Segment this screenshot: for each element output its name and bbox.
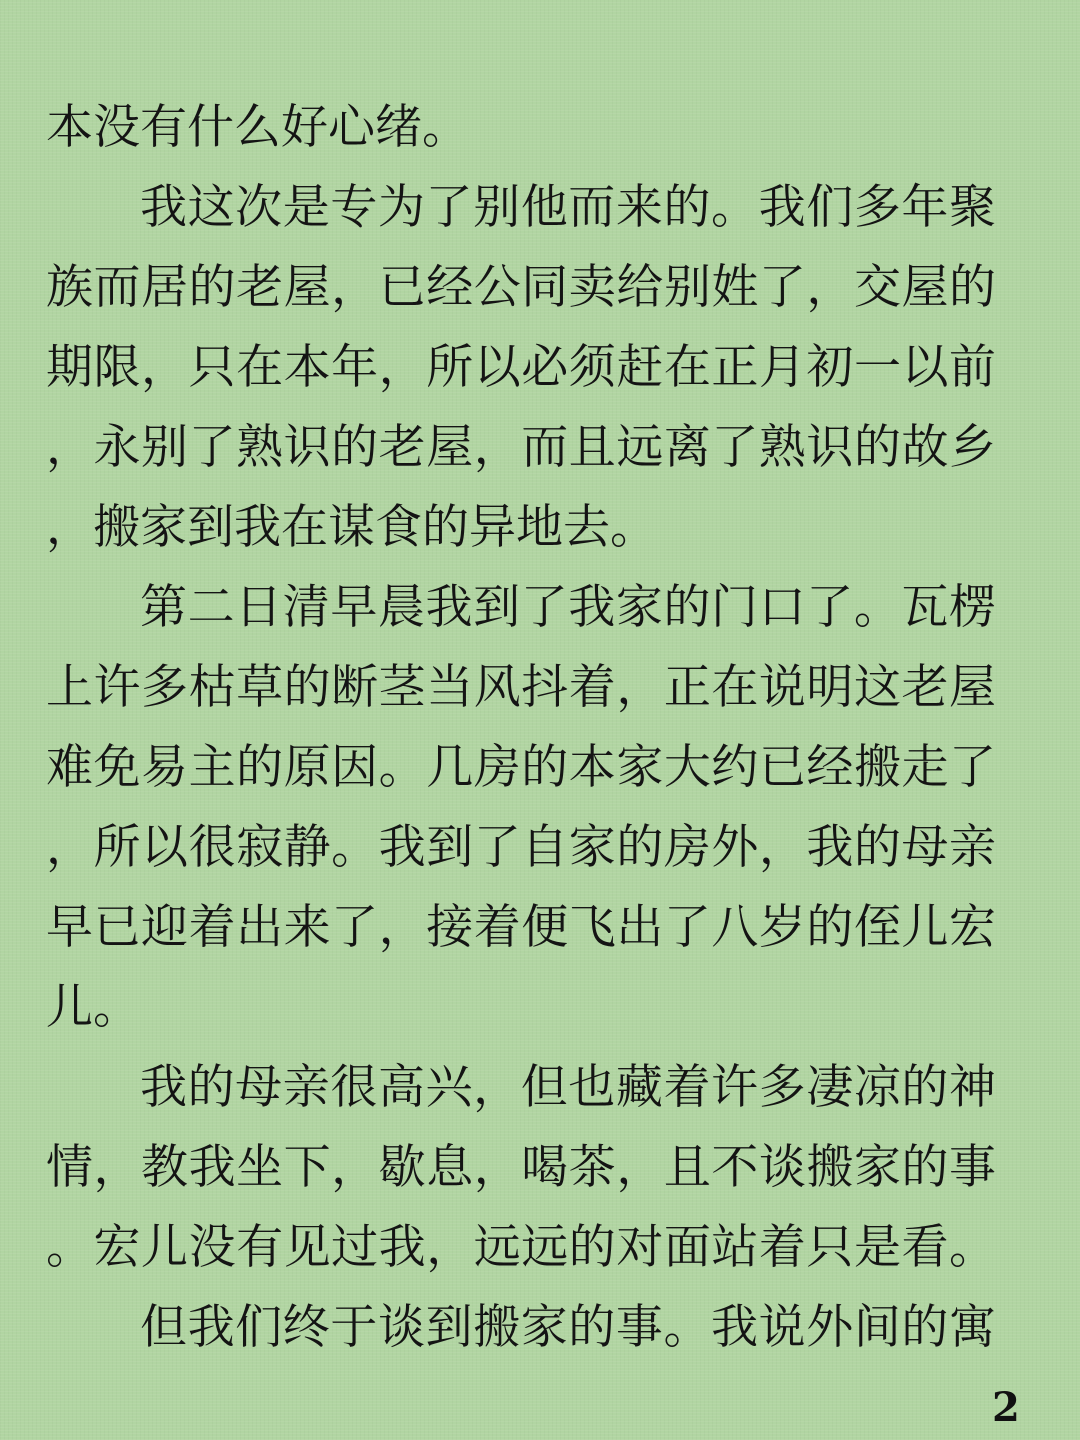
text-line-8: 上许多枯草的断茎当风抖着，正在说明这老屋	[46, 660, 996, 715]
text-line-11: 早已迎着出来了，接着便飞出了八岁的侄儿宏	[46, 900, 996, 955]
text-line-7: 第二日清早晨我到了我家的门口了。瓦楞	[140, 580, 996, 635]
text-line-6: ，搬家到我在谋食的异地去。	[46, 500, 657, 555]
page-number: 2	[992, 1384, 1020, 1431]
text-line-1: 本没有什么好心绪。	[46, 100, 469, 155]
text-line-9: 难免易主的原因。几房的本家大约已经搬走了	[46, 740, 996, 795]
text-line-4: 期限，只在本年，所以必须赶在正月初一以前	[46, 340, 996, 395]
text-line-3: 族而居的老屋，已经公同卖给别姓了，交屋的	[46, 260, 996, 315]
text-line-16: 但我们终于谈到搬家的事。我说外间的寓	[140, 1300, 996, 1355]
text-line-2: 我这次是专为了别他而来的。我们多年聚	[140, 180, 996, 235]
text-line-15: 。宏儿没有见过我，远远的对面站着只是看。	[46, 1220, 996, 1275]
text-line-13: 我的母亲很高兴，但也藏着许多凄凉的神	[140, 1060, 996, 1115]
text-line-10: ，所以很寂静。我到了自家的房外，我的母亲	[46, 820, 996, 875]
text-line-5: ，永别了熟识的老屋，而且远离了熟识的故乡	[46, 420, 996, 475]
text-line-14: 情，教我坐下，歇息，喝茶，且不谈搬家的事	[46, 1140, 996, 1195]
text-line-12: 儿。	[46, 980, 140, 1035]
